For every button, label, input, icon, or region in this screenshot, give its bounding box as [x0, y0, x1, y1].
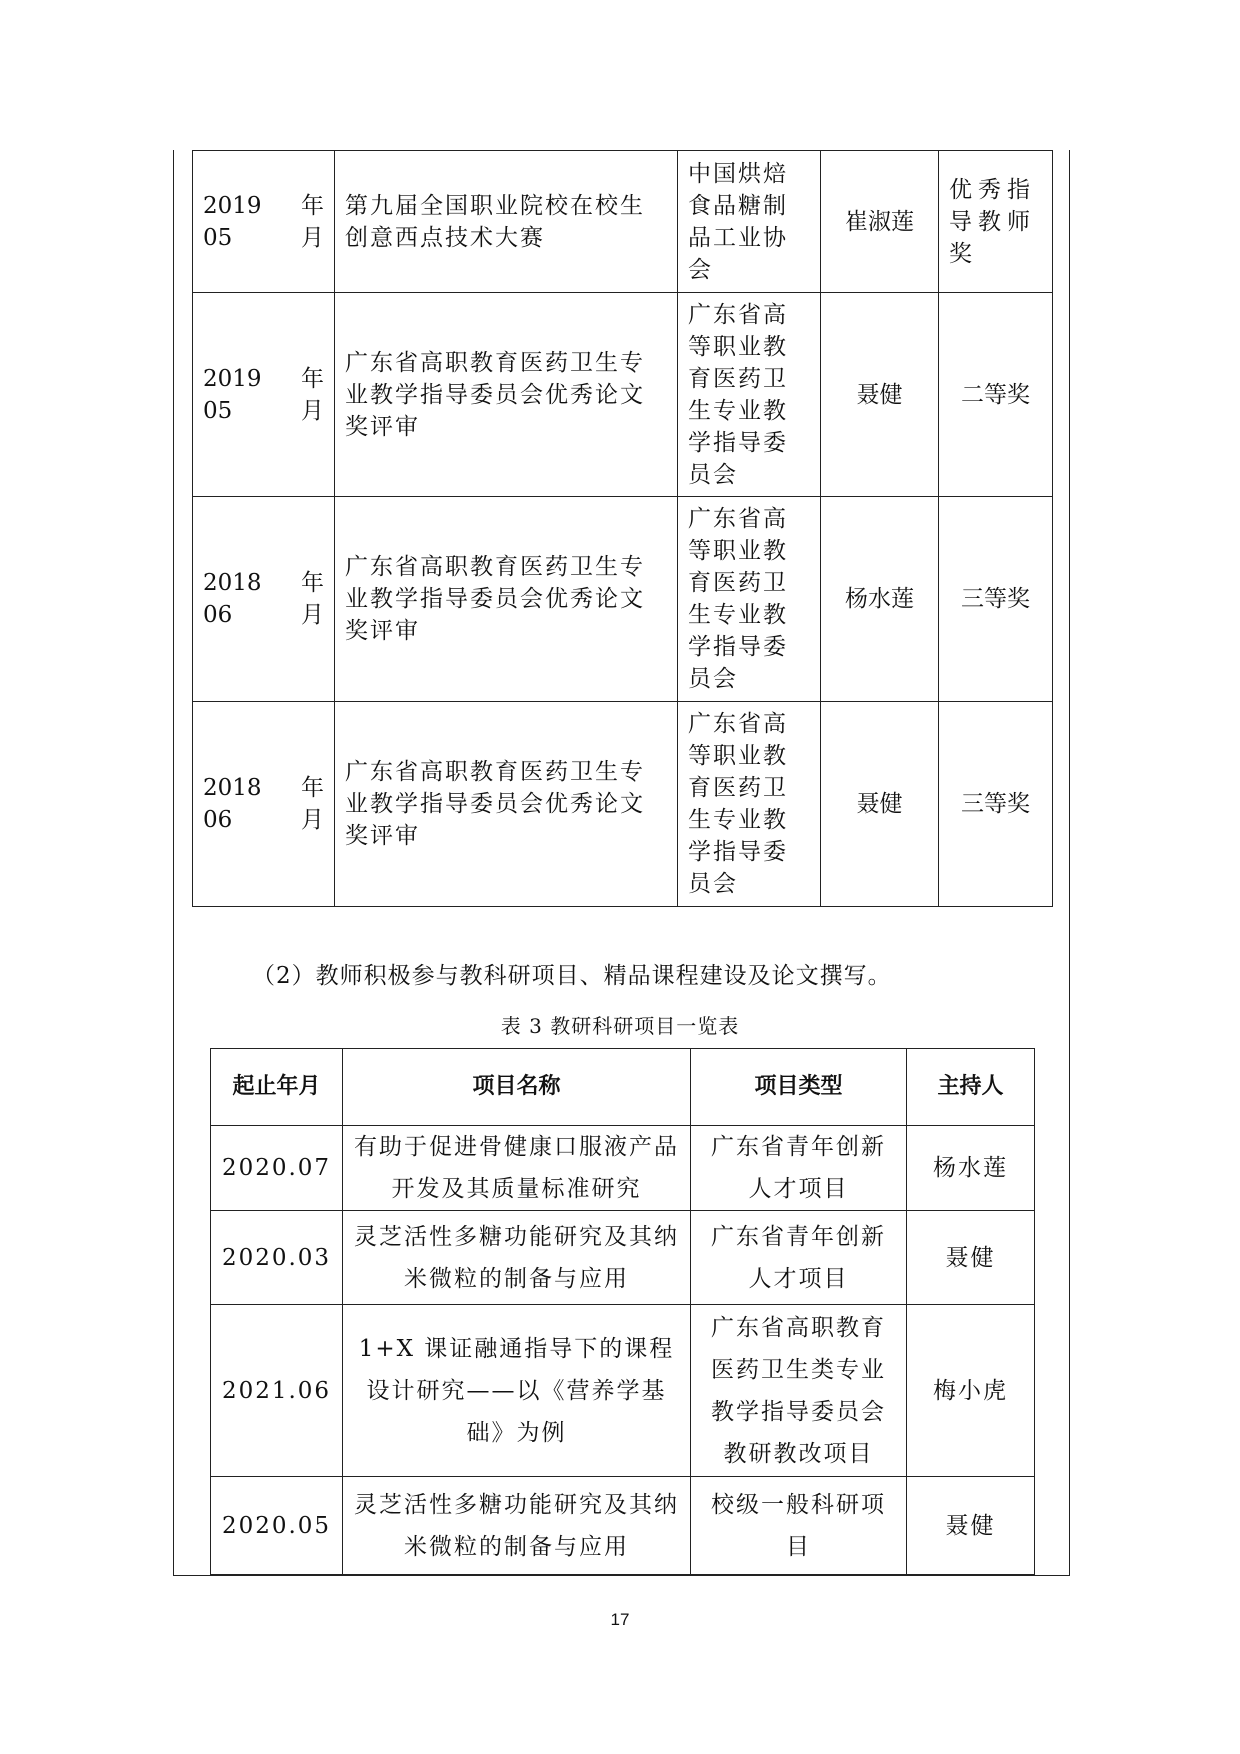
- award-person: 崔淑莲: [821, 151, 939, 293]
- table-row: [193, 151, 1053, 293]
- project-type: 广东省青年创新人才项目: [691, 1126, 907, 1211]
- award-level: 二等奖: [939, 293, 1053, 497]
- award-level: 三等奖: [939, 497, 1053, 702]
- table-row: [193, 497, 1053, 702]
- award-person: 聂健: [821, 293, 939, 497]
- award-level: 三等奖: [939, 702, 1053, 907]
- awards-table: [192, 150, 1053, 907]
- project-host: 聂健: [907, 1211, 1035, 1305]
- award-level: 优秀指导教师奖: [939, 151, 1053, 293]
- table-row: [211, 1126, 1035, 1211]
- header-date: 起止年月: [211, 1049, 343, 1126]
- header-host: 主持人: [907, 1049, 1035, 1126]
- project-date: 2020.07: [211, 1126, 343, 1211]
- project-type: 校级一般科研项目: [691, 1477, 907, 1575]
- award-event: 第九届全国职业院校在校生创意西点技术大赛: [335, 151, 678, 293]
- table-header-row: [211, 1049, 1035, 1126]
- project-date: 2020.05: [211, 1477, 343, 1575]
- project-type: 广东省高职教育医药卫生类专业教学指导委员会教研教改项目: [691, 1305, 907, 1477]
- table-row: [211, 1305, 1035, 1477]
- project-date: 2020.03: [211, 1211, 343, 1305]
- project-date: 2021.06: [211, 1305, 343, 1477]
- project-type: 广东省青年创新人才项目: [691, 1211, 907, 1305]
- award-event: 广东省高职教育医药卫生专业教学指导委员会优秀论文奖评审: [335, 702, 678, 907]
- project-name: 有助于促进骨健康口服液产品开发及其质量标准研究: [343, 1126, 691, 1211]
- award-organizer: 广东省高等职业教育医药卫生专业教学指导委员会: [678, 702, 821, 907]
- research-projects-table: [210, 1048, 1035, 1575]
- award-organizer: 广东省高等职业教育医药卫生专业教学指导委员会: [678, 497, 821, 702]
- project-host: 梅小虎: [907, 1305, 1035, 1477]
- project-host: 杨水莲: [907, 1126, 1035, 1211]
- table-row: [193, 293, 1053, 497]
- award-event: 广东省高职教育医药卫生专业教学指导委员会优秀论文奖评审: [335, 497, 678, 702]
- table-row: [193, 702, 1053, 907]
- header-project-type: 项目类型: [691, 1049, 907, 1126]
- project-name: 灵芝活性多糖功能研究及其纳米微粒的制备与应用: [343, 1211, 691, 1305]
- table-row: [211, 1211, 1035, 1305]
- project-name: 1+X 课证融通指导下的课程设计研究——以《营养学基础》为例: [343, 1305, 691, 1477]
- award-person: 杨水莲: [821, 497, 939, 702]
- award-date: 2019 年 05 月: [193, 151, 335, 293]
- award-organizer: 中国烘焙食品糖制品工业协会: [678, 151, 821, 293]
- award-date: 2018 年 06 月: [193, 702, 335, 907]
- header-project-name: 项目名称: [343, 1049, 691, 1126]
- project-name: 灵芝活性多糖功能研究及其纳米微粒的制备与应用: [343, 1477, 691, 1575]
- award-event: 广东省高职教育医药卫生专业教学指导委员会优秀论文奖评审: [335, 293, 678, 497]
- award-date: 2018 年 06 月: [193, 497, 335, 702]
- award-person: 聂健: [821, 702, 939, 907]
- section-paragraph: （2）教师积极参与教科研项目、精品课程建设及论文撰写。: [252, 963, 892, 989]
- project-host: 聂健: [907, 1477, 1035, 1575]
- table-caption: 表 3 教研科研项目一览表: [500, 1014, 740, 1038]
- award-date: 2019 年 05 月: [193, 293, 335, 497]
- award-organizer: 广东省高等职业教育医药卫生专业教学指导委员会: [678, 293, 821, 497]
- table-row: [211, 1477, 1035, 1575]
- page-number: 17: [610, 1610, 630, 1629]
